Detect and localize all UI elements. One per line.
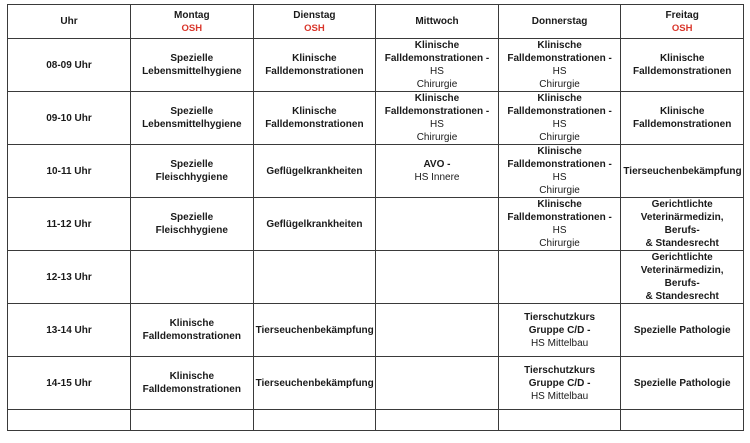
table-row: [8, 39, 744, 92]
lesson-title: Klinische: [414, 93, 460, 104]
lesson-title: Falldemonstrationen: [632, 119, 732, 130]
weekly-timetable: [7, 4, 744, 431]
empty-cell: [131, 410, 254, 431]
lesson-title: Klinische: [659, 53, 705, 64]
empty-cell: [376, 357, 499, 410]
lesson-title: Lebensmittelhygiene: [142, 119, 242, 130]
lesson-cell: [498, 357, 621, 410]
table-row-partial: [8, 410, 744, 431]
empty-cell: [253, 410, 376, 431]
empty-cell: [498, 251, 621, 304]
lesson-title: Klinische: [537, 40, 582, 51]
lesson-cell: [498, 198, 621, 251]
lesson-title: Falldemonstrationen: [632, 66, 732, 77]
day-location-badge: OSH: [181, 22, 203, 34]
lesson-cell: [498, 92, 621, 145]
time-slot: 12-13 Uhr: [8, 251, 131, 304]
lesson-title: Klinische: [537, 199, 582, 210]
time-slot: 08-09 Uhr: [8, 39, 131, 92]
lesson-cell: [253, 92, 376, 145]
lesson-title: [501, 158, 619, 184]
lesson-title: Gruppe C/D -: [528, 324, 591, 336]
empty-cell: [376, 251, 499, 304]
lesson-title: Tierseuchenbekämpfung: [255, 324, 374, 336]
lesson-title: Klinische: [659, 106, 705, 117]
time-column-header: Uhr: [8, 5, 131, 39]
lesson-cell: [621, 198, 744, 251]
lesson-title: Spezielle Pathologie: [633, 377, 731, 389]
lesson-title-text: Falldemonstrationen -: [507, 106, 612, 117]
lesson-title: Geflügelkrankheiten: [266, 218, 363, 230]
lesson-title: Klinische: [537, 93, 582, 104]
time-slot: 09-10 Uhr: [8, 92, 131, 145]
lesson-title: Geflügelkrankheiten: [266, 165, 363, 177]
lesson-title: Klinische: [169, 371, 215, 382]
lesson-location: Chirurgie: [539, 185, 580, 196]
lesson-cell: [621, 39, 744, 92]
lesson-cell: [376, 145, 499, 198]
lesson-location: HS: [552, 225, 567, 236]
lesson-location: HS: [430, 66, 444, 77]
lesson-title: Tierseuchenbekämpfung: [623, 165, 742, 177]
lesson-title: [378, 52, 496, 78]
lesson-title: Klinische: [169, 318, 215, 329]
empty-cell: [376, 410, 499, 431]
lesson-location: HS: [552, 119, 567, 130]
lesson-location: HS Mittelbau: [530, 390, 589, 402]
table-row: [8, 145, 744, 198]
lesson-title: & Standesrecht: [645, 238, 719, 249]
lesson-title: Gerichtlichte: [651, 199, 713, 210]
lesson-cell: [131, 92, 254, 145]
lesson-cell: [621, 304, 744, 357]
lesson-title: Veterinärmedizin, Berufs-: [640, 212, 724, 236]
lesson-title-text: Falldemonstrationen -: [507, 212, 612, 223]
day-name: Montag: [174, 9, 210, 21]
empty-cell: [498, 410, 621, 431]
lesson-cell: [621, 251, 744, 304]
lesson-location: HS: [552, 66, 567, 77]
lesson-title: [501, 105, 619, 131]
lesson-title: Falldemonstrationen: [142, 384, 241, 395]
lesson-cell: [498, 39, 621, 92]
lesson-title: Spezielle: [170, 53, 214, 64]
day-header-tuesday: [253, 5, 376, 39]
lesson-cell: [253, 357, 376, 410]
lesson-title: Spezielle Pathologie: [633, 324, 731, 336]
lesson-title-text: Falldemonstrationen -: [384, 53, 490, 64]
lesson-location: Chirurgie: [539, 79, 580, 90]
table-row: [8, 357, 744, 410]
lesson-title-text: Falldemonstrationen -: [507, 53, 612, 64]
lesson-title: & Standesrecht: [645, 291, 719, 302]
time-slot: 13-14 Uhr: [8, 304, 131, 357]
lesson-cell: [621, 145, 744, 198]
lesson-title: Falldemonstrationen: [142, 331, 241, 342]
empty-cell: [621, 410, 744, 431]
lesson-location: Chirurgie: [539, 132, 580, 143]
lesson-title: [501, 52, 619, 78]
header-row: [8, 5, 744, 39]
lesson-cell: [253, 304, 376, 357]
day-name: Freitag: [665, 9, 699, 21]
lesson-title: Spezielle: [170, 106, 214, 117]
lesson-location: Chirurgie: [539, 238, 580, 249]
empty-cell: [253, 251, 376, 304]
lesson-title: Veterinärmedizin, Berufs-: [640, 265, 724, 289]
empty-cell: [376, 198, 499, 251]
lesson-location: HS: [430, 119, 444, 130]
table-row: [8, 198, 744, 251]
lesson-cell: [131, 304, 254, 357]
lesson-cell: [621, 357, 744, 410]
lesson-cell: [498, 304, 621, 357]
lesson-location: HS Mittelbau: [530, 337, 589, 349]
lesson-title: Klinische: [414, 40, 460, 51]
lesson-title: Klinische: [292, 53, 337, 64]
lesson-cell: [131, 145, 254, 198]
lesson-title: Falldemonstrationen: [265, 119, 364, 130]
day-location-badge: OSH: [671, 22, 693, 34]
time-slot: 14-15 Uhr: [8, 357, 131, 410]
lesson-cell: [376, 92, 499, 145]
timetable-body: [8, 39, 744, 431]
lesson-location: HS: [552, 172, 567, 183]
empty-cell: [8, 410, 131, 431]
lesson-title: Spezielle Fleischhygiene: [155, 159, 228, 183]
table-row: [8, 251, 744, 304]
lesson-cell: [131, 39, 254, 92]
lesson-title-text: Falldemonstrationen -: [507, 159, 612, 170]
lesson-title-text: Falldemonstrationen -: [384, 106, 490, 117]
time-slot: 10-11 Uhr: [8, 145, 131, 198]
lesson-cell: [253, 198, 376, 251]
lesson-location: Chirurgie: [416, 79, 458, 90]
day-header-thursday: [498, 5, 621, 39]
lesson-title: AVO -: [423, 159, 451, 170]
lesson-cell: [131, 198, 254, 251]
lesson-title: Gerichtlichte: [651, 252, 713, 263]
lesson-cell: [253, 145, 376, 198]
lesson-location: HS Innere: [414, 172, 460, 183]
lesson-title: Lebensmittelhygiene: [142, 66, 242, 77]
lesson-title: Spezielle Fleischhygiene: [155, 212, 228, 236]
lesson-title: Klinische: [537, 146, 582, 157]
lesson-cell: [376, 39, 499, 92]
table-row: [8, 92, 744, 145]
lesson-title: Klinische: [292, 106, 337, 117]
lesson-title: Falldemonstrationen: [265, 66, 364, 77]
day-location-badge: OSH: [304, 22, 325, 34]
day-header-monday: [131, 5, 254, 39]
lesson-title: Tierseuchenbekämpfung: [255, 377, 374, 389]
lesson-cell: [498, 145, 621, 198]
lesson-cell: [131, 357, 254, 410]
table-row: [8, 304, 744, 357]
time-slot: 11-12 Uhr: [8, 198, 131, 251]
lesson-title: Tierschutzkurs: [524, 311, 596, 323]
lesson-title: Tierschutzkurs: [524, 364, 596, 376]
day-header-wednesday: [376, 5, 499, 39]
lesson-title: [378, 105, 496, 131]
day-name: Dienstag: [293, 9, 336, 21]
lesson-cell: [621, 92, 744, 145]
lesson-title: Gruppe C/D -: [528, 377, 591, 389]
day-header-friday: [621, 5, 744, 39]
lesson-cell: [253, 39, 376, 92]
lesson-location: Chirurgie: [416, 132, 458, 143]
day-name: Donnerstag: [531, 16, 588, 27]
lesson-title: [501, 211, 619, 237]
day-name: Mittwoch: [415, 16, 459, 27]
empty-cell: [131, 251, 254, 304]
empty-cell: [376, 304, 499, 357]
